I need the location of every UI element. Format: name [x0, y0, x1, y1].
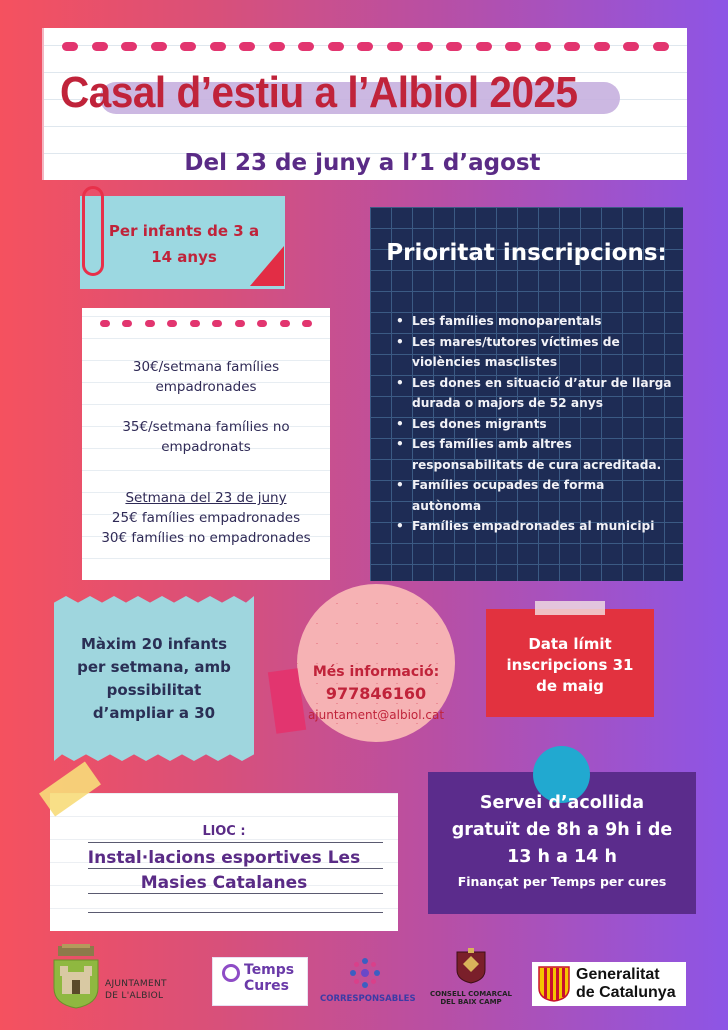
capacity-line: Màxim 20 infants	[80, 635, 228, 653]
price-line: empadronats	[161, 439, 251, 455]
temps-cures-text	[244, 962, 294, 994]
notebook-holes	[62, 42, 669, 52]
deadline-line: inscripcions 31	[506, 656, 634, 674]
capacity-line: d’ampliar a 30	[92, 704, 216, 722]
week-heading: Setmana del 23 de juny	[125, 490, 287, 506]
info-title: Més informació:	[312, 664, 440, 680]
service-line: 13 h a 14 h	[507, 847, 617, 867]
notebook-holes	[100, 320, 312, 330]
info-email[interactable]: ajuntament@albiol.cat	[307, 708, 445, 722]
list-item: • Famílies ocupades de forma autònoma	[392, 475, 677, 516]
price-resident	[82, 357, 330, 397]
deadline-line: de maig	[536, 677, 604, 695]
service-funding: Finançat per Temps per cures	[457, 874, 667, 889]
logo-text-line: de Catalunya	[576, 984, 676, 1001]
ajuntament-logo-text	[105, 978, 167, 1002]
logo-text-line: Cures	[244, 978, 289, 994]
location-line: Instal·lacions esportives Les	[87, 848, 361, 868]
corresponsables-star-icon	[349, 957, 381, 989]
location-place	[50, 846, 398, 896]
page-title: Casal d’estiu a l’Albiol 2025	[60, 68, 578, 117]
list-item: • Les dones en situació d’atur de llarga durada o majors de 52 anys	[392, 373, 677, 414]
divider	[88, 842, 383, 843]
age-line: 14 anys	[151, 248, 217, 266]
list-item: • Famílies empadronades al municipi	[392, 516, 677, 537]
logo-text-line: Generalitat	[576, 966, 660, 983]
generalitat-senyera-icon	[538, 966, 570, 1002]
price-line: 35€/setmana famílies no	[122, 419, 290, 435]
service-text	[428, 790, 696, 871]
logo-text-line: Temps	[244, 962, 295, 978]
date-range: Del 23 de juny a l’1 d’agost	[184, 150, 541, 176]
priority-list	[392, 311, 677, 537]
tape-decoration	[535, 601, 605, 615]
corresponsables-text: CORRESPONSABLES	[320, 994, 416, 1004]
list-item: • Les dones migrants	[392, 414, 677, 435]
list-item: • Les famílies amb altres responsabilitats de cura acreditada.	[392, 434, 677, 475]
list-item: • Les famílies monoparentals	[392, 311, 677, 332]
list-item: • Les mares/tutores víctimes de violències masclistes	[392, 332, 677, 373]
capacity-line: possibilitat	[106, 681, 202, 699]
price-line: 30€/setmana famílies	[132, 359, 280, 375]
location-line: Masies Catalanes	[140, 873, 308, 893]
price-line: 25€ famílies empadronades	[111, 510, 301, 526]
price-line: 30€ famílies no empadronades	[101, 530, 311, 546]
age-line: Per infants de 3 a	[108, 222, 260, 240]
consell-comarcal-shield-icon	[455, 948, 487, 984]
generalitat-text	[576, 966, 676, 1002]
priority-title: Prioritat inscripcions:	[386, 240, 667, 266]
location-label: LlOC :	[202, 824, 246, 839]
deadline-text	[486, 634, 654, 697]
albiol-shield-icon	[50, 944, 102, 1010]
logo-text-line: DE L'ALBIOL	[105, 991, 164, 1001]
divider	[88, 912, 383, 913]
logo-text-line: AJUNTAMENT	[105, 979, 167, 989]
deadline-line: Data límit	[528, 635, 612, 653]
clock-icon	[222, 964, 240, 982]
capacity-line: per setmana, amb	[77, 658, 231, 676]
price-nonresident	[82, 417, 330, 457]
logo-text-line: CONSELL COMARCAL	[429, 990, 512, 998]
capacity-text	[58, 633, 250, 725]
logo-text-line: DEL BAIX CAMP	[440, 998, 502, 1006]
price-line: empadronades	[155, 379, 257, 395]
service-line: gratuït de 8h a 9h i de	[451, 820, 673, 840]
price-first-week	[82, 488, 330, 548]
service-line: Servei d’acollida	[479, 793, 645, 813]
consell-comarcal-text	[425, 990, 517, 1006]
info-phone[interactable]: 977846160	[325, 684, 427, 703]
age-text	[84, 218, 284, 270]
